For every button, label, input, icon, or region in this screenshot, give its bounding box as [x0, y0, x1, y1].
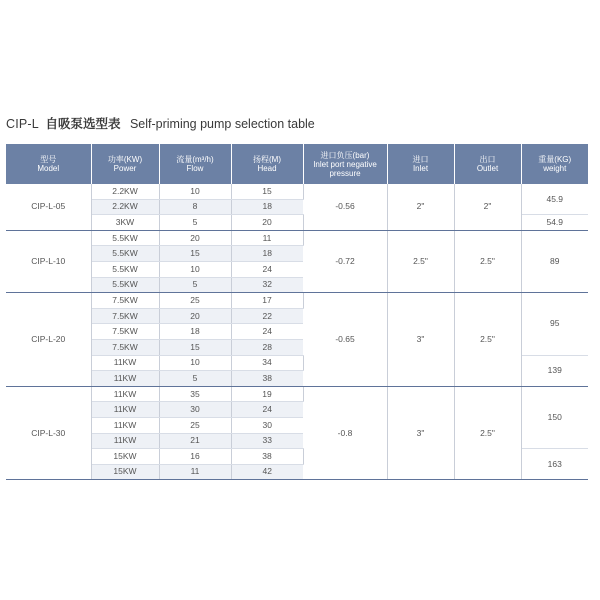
- power-cell: 5.5KW: [91, 246, 159, 262]
- pump-selection-table: [6, 144, 588, 480]
- inlet-cell: 2.5": [387, 230, 454, 292]
- head-cell: 18: [231, 199, 303, 215]
- table-body: [6, 184, 588, 480]
- flow-cell: 5: [159, 371, 231, 387]
- power-cell: 2.2KW: [91, 199, 159, 215]
- head-cell: 34: [231, 355, 303, 371]
- flow-cell: 30: [159, 402, 231, 418]
- power-cell: 11KW: [91, 371, 159, 387]
- power-cell: 11KW: [91, 386, 159, 402]
- weight-cell: 150: [521, 386, 588, 448]
- weight-cell: 139: [521, 355, 588, 386]
- power-cell: 11KW: [91, 402, 159, 418]
- table-row: [6, 293, 588, 309]
- inlet-cell: 3": [387, 293, 454, 387]
- power-cell: 11KW: [91, 417, 159, 433]
- outlet-cell: 2": [454, 184, 521, 230]
- weight-cell: 163: [521, 449, 588, 480]
- outlet-cell: 2.5": [454, 293, 521, 387]
- power-cell: 11KW: [91, 355, 159, 371]
- weight-cell: 95: [521, 293, 588, 355]
- head-cell: 15: [231, 184, 303, 199]
- flow-cell: 10: [159, 261, 231, 277]
- head-cell: 24: [231, 402, 303, 418]
- pressure-cell: -0.72: [303, 230, 387, 292]
- weight-cell: 89: [521, 230, 588, 292]
- pressure-cell: -0.65: [303, 293, 387, 387]
- flow-cell: 15: [159, 246, 231, 262]
- power-cell: 5.5KW: [91, 261, 159, 277]
- power-cell: 7.5KW: [91, 324, 159, 340]
- header-model: 型号 Model: [6, 144, 91, 184]
- head-cell: 17: [231, 293, 303, 309]
- power-cell: 5.5KW: [91, 277, 159, 293]
- table-row: [6, 386, 588, 402]
- model-cell: CIP-L-05: [6, 184, 91, 230]
- flow-cell: 8: [159, 199, 231, 215]
- head-cell: 19: [231, 386, 303, 402]
- head-cell: 18: [231, 246, 303, 262]
- head-cell: 22: [231, 308, 303, 324]
- table-row: [6, 230, 588, 246]
- power-cell: 15KW: [91, 449, 159, 465]
- outlet-cell: 2.5": [454, 386, 521, 480]
- header-inlet: 进口 Inlet: [387, 144, 454, 184]
- head-cell: 11: [231, 230, 303, 246]
- page-title: [6, 114, 315, 132]
- flow-cell: 25: [159, 293, 231, 309]
- flow-cell: 18: [159, 324, 231, 340]
- inlet-cell: 2": [387, 184, 454, 230]
- flow-cell: 20: [159, 308, 231, 324]
- power-cell: 3KW: [91, 215, 159, 231]
- weight-cell: 45.9: [521, 184, 588, 215]
- head-cell: 38: [231, 371, 303, 387]
- head-cell: 38: [231, 449, 303, 465]
- inlet-cell: 3": [387, 386, 454, 480]
- table-header-row: [6, 144, 588, 184]
- head-cell: 24: [231, 324, 303, 340]
- head-cell: 28: [231, 339, 303, 355]
- head-cell: 30: [231, 417, 303, 433]
- flow-cell: 10: [159, 355, 231, 371]
- head-cell: 20: [231, 215, 303, 231]
- flow-cell: 20: [159, 230, 231, 246]
- flow-cell: 16: [159, 449, 231, 465]
- model-cell: CIP-L-20: [6, 293, 91, 387]
- head-cell: 24: [231, 261, 303, 277]
- title-code: CIP-L: [6, 117, 39, 131]
- flow-cell: 5: [159, 277, 231, 293]
- flow-cell: 25: [159, 417, 231, 433]
- header-head: 扬程(M) Head: [231, 144, 303, 184]
- outlet-cell: 2.5": [454, 230, 521, 292]
- flow-cell: 10: [159, 184, 231, 199]
- power-cell: 7.5KW: [91, 293, 159, 309]
- flow-cell: 15: [159, 339, 231, 355]
- weight-cell: 54.9: [521, 215, 588, 231]
- power-cell: 7.5KW: [91, 308, 159, 324]
- model-cell: CIP-L-30: [6, 386, 91, 480]
- power-cell: 11KW: [91, 433, 159, 449]
- flow-cell: 5: [159, 215, 231, 231]
- flow-cell: 11: [159, 464, 231, 480]
- power-cell: 2.2KW: [91, 184, 159, 199]
- title-english: Self-priming pump selection table: [129, 117, 315, 131]
- power-cell: 5.5KW: [91, 230, 159, 246]
- power-cell: 7.5KW: [91, 339, 159, 355]
- pressure-cell: -0.8: [303, 386, 387, 480]
- header-flow: 流量(m³/h) Flow: [159, 144, 231, 184]
- header-outlet: 出口 Outlet: [454, 144, 521, 184]
- header-weight: 重量(KG) weight: [521, 144, 588, 184]
- title-chinese: 自吸泵选型表: [45, 117, 121, 131]
- head-cell: 42: [231, 464, 303, 480]
- model-cell: CIP-L-10: [6, 230, 91, 292]
- flow-cell: 35: [159, 386, 231, 402]
- pressure-cell: -0.56: [303, 184, 387, 230]
- power-cell: 15KW: [91, 464, 159, 480]
- head-cell: 33: [231, 433, 303, 449]
- table-row: [6, 184, 588, 199]
- header-inlet-pressure: 进口负压(bar) Inlet port negative pressure: [303, 144, 387, 184]
- flow-cell: 21: [159, 433, 231, 449]
- head-cell: 32: [231, 277, 303, 293]
- header-power: 功率(KW) Power: [91, 144, 159, 184]
